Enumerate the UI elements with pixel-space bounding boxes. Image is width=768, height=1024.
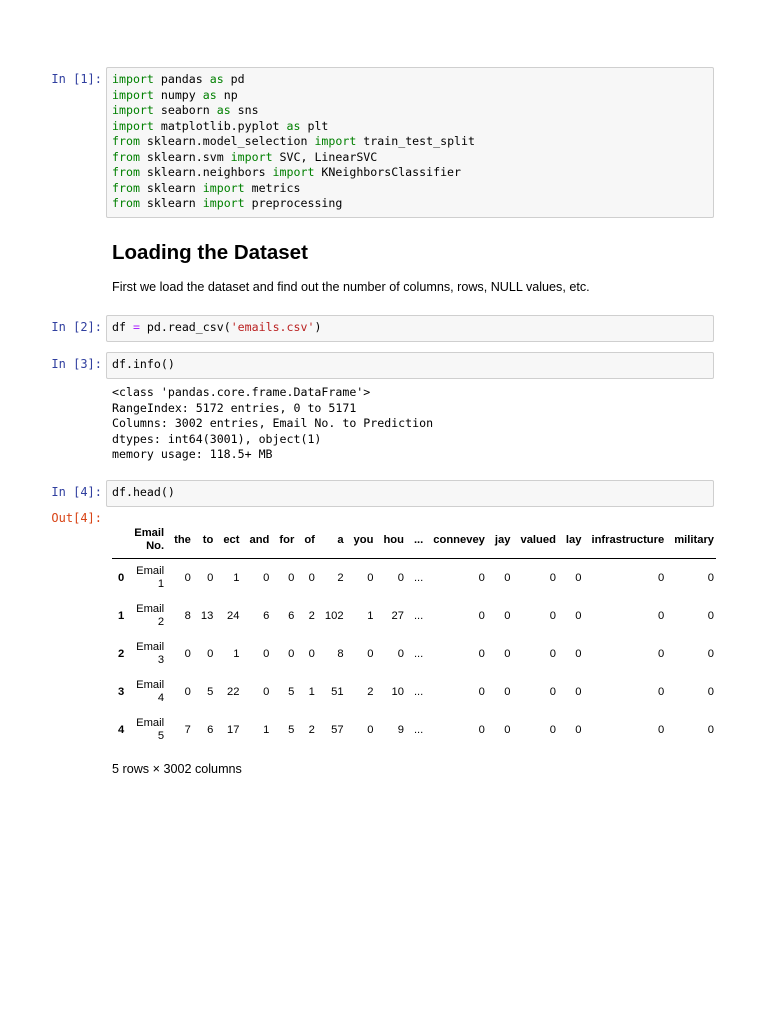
code-string: 'emails.csv': [230, 320, 315, 334]
code-keyword: from: [112, 149, 140, 164]
dataframe-table: [112, 522, 716, 749]
table-cell: 5: [207, 685, 214, 698]
table-cell: 0: [367, 647, 374, 660]
column-header: military: [669, 522, 716, 559]
code-keyword: from: [112, 165, 140, 179]
section-heading: Loading the Dataset: [112, 241, 308, 264]
column-header: the: [169, 522, 196, 559]
code-line: [112, 119, 708, 135]
table-cell: 0: [478, 571, 485, 584]
table-cell: 2: [337, 571, 344, 584]
input-prompt: In [1]:: [51, 72, 102, 86]
code-editor-read-csv[interactable]: [106, 315, 714, 342]
table-cell: 0: [397, 571, 404, 584]
row-index: 4: [118, 723, 125, 736]
code-text: sklearn.neighbors: [139, 165, 273, 179]
table-cell: 0: [707, 647, 715, 660]
table-cell: 57: [331, 723, 344, 736]
table-cell: 0: [288, 647, 295, 660]
table-cell: 0: [263, 647, 270, 660]
table-cell: 6: [207, 723, 214, 736]
code-text: pandas: [153, 72, 210, 86]
code-keyword: import: [230, 149, 273, 164]
output-line: memory usage: 118.5+ MB: [112, 447, 273, 461]
code-operator: =: [132, 320, 140, 334]
row-index: 3: [118, 685, 125, 698]
code-keyword: import: [202, 180, 245, 195]
input-prompt: In [4]:: [51, 485, 102, 499]
table-cell: 0: [478, 647, 485, 660]
code-text: metrics: [244, 180, 301, 195]
table-cell: 0: [504, 723, 511, 736]
table-cell: 0: [707, 685, 715, 698]
output-line: dtypes: int64(3001), object(1): [112, 431, 322, 446]
code-keyword: import: [314, 134, 357, 148]
table-cell: 0: [288, 571, 295, 584]
table-cell: 0: [308, 647, 315, 660]
table-cell: 0: [658, 609, 665, 622]
table-cell: 5: [288, 723, 295, 736]
code-text: numpy: [153, 87, 203, 102]
table-row: [112, 597, 716, 635]
dataframe-summary: 5 rows × 3002 columns: [112, 762, 242, 776]
code-block: [107, 68, 713, 215]
table-cell: ...: [413, 609, 424, 622]
table-cell: 0: [549, 647, 556, 660]
code-text: SVC, LinearSVC: [272, 149, 378, 164]
column-header: lay: [561, 522, 587, 559]
code-keyword: import: [272, 165, 315, 179]
table-cell: 1: [233, 571, 240, 584]
column-header: hou: [378, 522, 409, 559]
code-block: df.info(): [112, 357, 175, 371]
table-cell: 0: [658, 723, 665, 736]
row-index: 2: [118, 647, 125, 660]
row-index: 1: [118, 609, 125, 622]
table-cell: 2: [308, 609, 315, 622]
input-prompt: In [2]:: [51, 320, 102, 334]
table-cell: 0: [397, 647, 404, 660]
table-cell: 0: [504, 571, 511, 584]
table-cell: 6: [288, 609, 295, 622]
table-cell: 0: [549, 685, 556, 698]
column-header: a: [320, 522, 349, 559]
table-cell: 0: [478, 609, 485, 622]
column-header: ...: [409, 522, 428, 559]
code-text: plt: [300, 118, 329, 133]
table-cell: 1: [263, 723, 270, 736]
table-cell: 0: [658, 685, 665, 698]
code-keyword: import: [202, 196, 245, 210]
table-cell: 1: [367, 609, 374, 622]
code-line: [112, 72, 708, 88]
code-keyword: as: [216, 103, 231, 117]
table-cell: 0: [504, 609, 511, 622]
code-keyword: as: [209, 72, 224, 86]
code-line: [112, 165, 708, 181]
table-cell: 1: [233, 647, 240, 660]
code-text: pd: [223, 72, 245, 86]
table-header-row: [112, 522, 716, 559]
table-cell: 0: [707, 609, 715, 622]
code-keyword: from: [112, 134, 140, 148]
cell-output-info: [112, 385, 433, 463]
column-header: for: [274, 522, 299, 559]
output-line: RangeIndex: 5172 entries, 0 to 5171: [112, 400, 357, 415]
output-line: <class 'pandas.core.frame.DataFrame'>: [112, 385, 371, 399]
column-header: to: [196, 522, 218, 559]
table-cell: Email 4: [136, 678, 165, 704]
table-cell: 0: [184, 685, 191, 698]
table-cell: 0: [184, 571, 191, 584]
table-row: [112, 559, 716, 597]
column-header: Email No.: [129, 522, 169, 559]
code-block: [107, 316, 713, 339]
table-cell: 0: [549, 723, 556, 736]
table-cell: 0: [658, 647, 665, 660]
table-cell: 0: [263, 571, 270, 584]
code-line: [112, 88, 708, 104]
table-cell: 9: [397, 723, 404, 736]
table-cell: 51: [331, 685, 344, 698]
code-text: KNeighborsClassifier: [314, 165, 462, 179]
table-cell: 5: [288, 685, 295, 698]
table-cell: 2: [367, 685, 374, 698]
table-cell: 0: [549, 571, 556, 584]
table-cell: 0: [367, 723, 374, 736]
code-keyword: import: [112, 103, 154, 117]
code-text: preprocessing: [244, 196, 343, 210]
table-cell: ...: [413, 723, 424, 736]
code-text: np: [216, 87, 238, 102]
column-header: of: [299, 522, 320, 559]
table-cell: 0: [263, 685, 270, 698]
table-cell: ...: [413, 571, 424, 584]
code-text: sklearn: [139, 196, 203, 210]
table-cell: 0: [308, 571, 315, 584]
output-prompt: Out[4]:: [51, 511, 102, 525]
table-cell: Email 5: [136, 716, 165, 742]
code-keyword: from: [112, 180, 140, 195]
table-cell: 10: [391, 685, 404, 698]
code-text: train_test_split: [356, 134, 475, 148]
table-cell: 1: [308, 685, 315, 698]
column-header: connevey: [428, 522, 490, 559]
table-cell: 0: [478, 723, 485, 736]
table-cell: 2: [308, 723, 315, 736]
table-cell: 0: [367, 571, 374, 584]
code-line: [112, 150, 708, 166]
table-cell: 0: [504, 647, 511, 660]
markdown-paragraph: First we load the dataset and find out the number of columns, rows, NULL values, etc.: [112, 280, 590, 294]
table-cell: Email 2: [136, 602, 165, 628]
code-text: matplotlib.pyplot: [153, 118, 287, 133]
table-cell: 7: [184, 723, 191, 736]
code-text: sklearn.svm: [139, 149, 231, 164]
code-text: seaborn: [153, 103, 217, 117]
code-paren: ): [314, 320, 322, 334]
code-editor-head[interactable]: [106, 480, 714, 507]
table-cell: 22: [227, 685, 240, 698]
row-index: 0: [118, 571, 125, 584]
table-cell: 0: [575, 609, 582, 622]
table-cell: 0: [504, 685, 511, 698]
table-cell: 24: [227, 609, 240, 622]
column-header: ect: [218, 522, 244, 559]
table-row: [112, 673, 716, 711]
table-cell: ...: [413, 685, 424, 698]
code-keyword: import: [112, 87, 154, 102]
table-cell: 0: [575, 685, 582, 698]
table-cell: 13: [200, 609, 214, 622]
table-cell: 102: [324, 609, 344, 622]
code-keyword: import: [112, 118, 154, 133]
input-prompt: In [3]:: [51, 357, 102, 371]
dataframe-output: [112, 522, 716, 752]
code-line: [112, 134, 708, 150]
table-cell: 0: [658, 571, 665, 584]
table-body: [112, 559, 716, 749]
table-cell: 0: [707, 571, 715, 584]
table-cell: 0: [207, 647, 214, 660]
column-header: valued: [515, 522, 560, 559]
code-block: df.head(): [112, 485, 175, 499]
table-cell: 17: [227, 723, 240, 736]
table-row: [112, 635, 716, 673]
code-editor-info[interactable]: [106, 352, 714, 379]
table-cell: 0: [575, 723, 582, 736]
table-cell: 0: [478, 685, 485, 698]
index-header: [112, 522, 129, 559]
code-text: sklearn.model_selection: [139, 134, 315, 148]
code-call: pd.read_csv(: [139, 320, 231, 334]
code-keyword: as: [286, 118, 301, 133]
table-cell: 0: [575, 571, 582, 584]
column-header: infrastructure: [586, 522, 669, 559]
table-cell: 8: [184, 609, 191, 622]
table-cell: 8: [337, 647, 344, 660]
table-cell: 0: [575, 647, 582, 660]
code-variable: df: [112, 320, 126, 334]
code-line: [112, 196, 708, 212]
output-line: Columns: 3002 entries, Email No. to Prediction: [112, 416, 434, 430]
code-keyword: as: [202, 87, 217, 102]
table-cell: 6: [263, 609, 270, 622]
table-cell: 27: [391, 609, 404, 622]
table-cell: Email 3: [136, 640, 165, 666]
table-row: [112, 711, 716, 749]
code-keyword: import: [112, 72, 154, 86]
code-keyword: from: [112, 196, 140, 210]
code-editor-imports[interactable]: [106, 67, 714, 218]
column-header: and: [245, 522, 275, 559]
code-text: sklearn: [139, 180, 203, 195]
table-cell: Email 1: [136, 564, 165, 590]
code-text: sns: [230, 103, 259, 117]
table-cell: ...: [413, 647, 424, 660]
table-cell: 0: [207, 571, 214, 584]
table-cell: 0: [184, 647, 191, 660]
code-line: [112, 181, 708, 197]
code-line: [112, 103, 708, 119]
table-cell: 0: [707, 723, 715, 736]
column-header: you: [349, 522, 379, 559]
table-cell: 0: [549, 609, 556, 622]
column-header: jay: [490, 522, 516, 559]
